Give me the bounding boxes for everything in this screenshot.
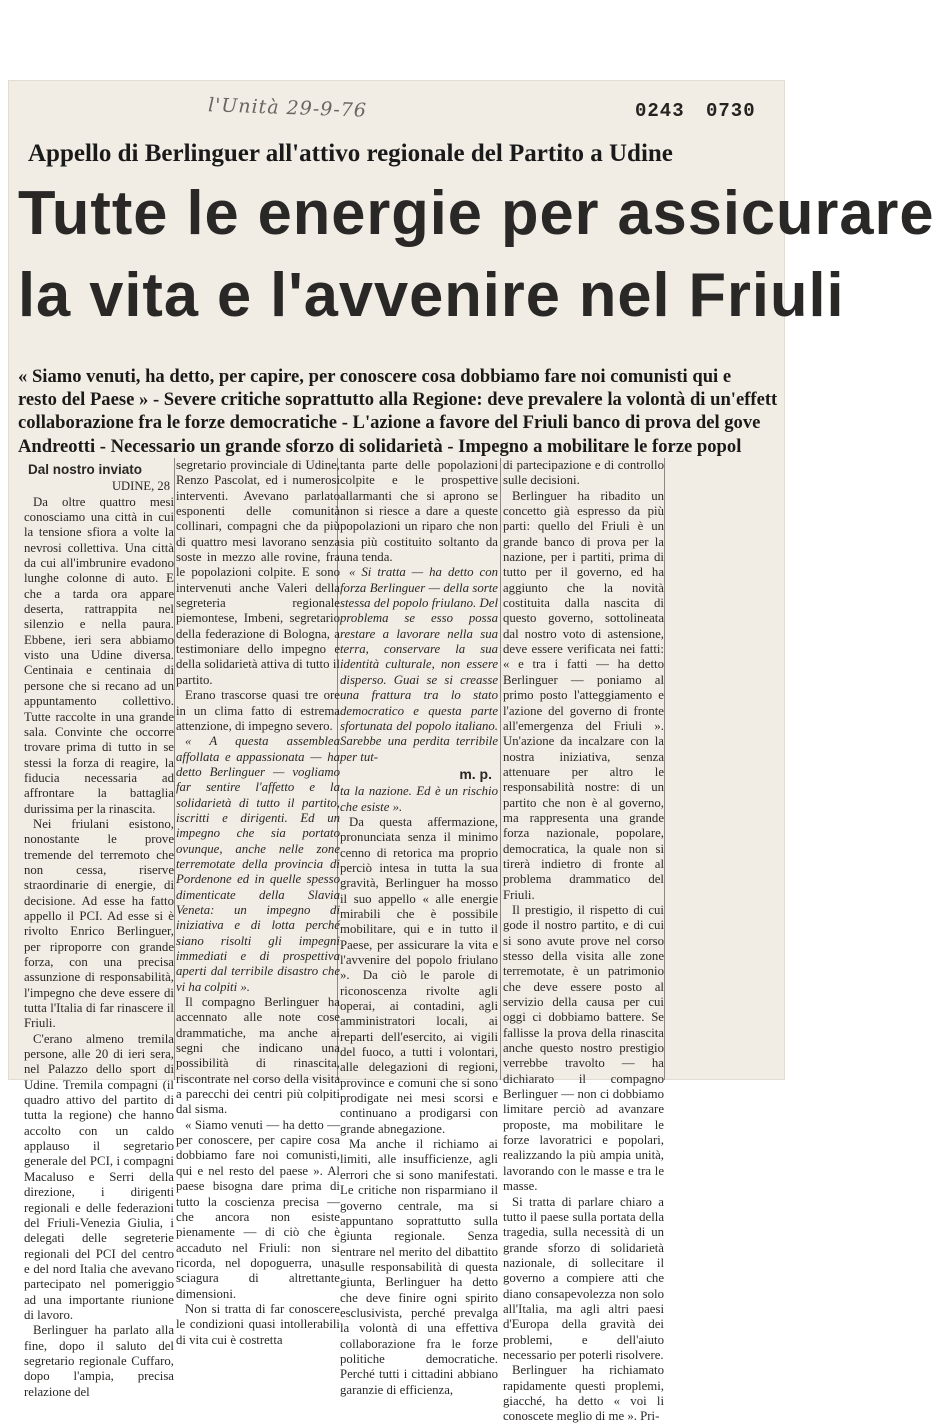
deck-line: Andreotti - Necessario un grande sforzo di solidarietà - Impegno a mobilitare le forze popol [18, 436, 742, 457]
paragraph: C'erano almeno tremila persone, alle 20 di ieri sera, nel Palazzo dello sport di Udine. Tremila compagni (il quadro attivo del partito di tutta la regione) che hanno accolto con un caldo applauso il segretario generale del PCI, i compagni Macaluso e Serri della direzione, i dirigenti regionali e delle federazioni del Friuli-Venezia Giulia, i delegati delle segreterie regionali del PCI del centro e del nord Italia che avevano partecipato nel pomeriggio ad una importante riunione di lavoro. [24, 1031, 174, 1322]
paragraph: Nei friulani esistono, nonostante le prove tremende del terremoto che non cessa, riserve straordinarie di energie, di decisione. Ad esse ha fatto appello il PCI. Ad esse si è rivolto Enrico Berlinguer, per riproporre con grande forza, con una precisa assunzione di responsabilità, l'impegno che deve essere di tutta l'Italia di far rinascere il Friuli. [24, 816, 174, 1031]
deck-line: collaborazione fra le forze democratiche - L'azione a favore del Friuli banco di prova del gove [18, 412, 761, 433]
column-rule [500, 458, 501, 1080]
paragraph: Ma anche il richiamo ai limiti, alle insufficienze, agli errori che si sono manifestati. Le critiche non risparmiano il governo centrale, ma si appuntano soprattutto sulla giunta regionale. Senza entrare nel merito del dibattito sulle responsabilità di questa giunta, Berlinguer ha detto che deve finire ogni spirito esclusivista, perché prevalga la volontà di una effettiva collaborazione fra le forze politiche democratiche. Perché tutti i cittadini abbiano garanzie di efficienza, [340, 1137, 498, 1397]
archive-stamp-number: 0730 [706, 100, 756, 122]
article-kicker: Appello di Berlinguer all'attivo regionale del Partito a Udine [28, 140, 673, 167]
article-column-4 [503, 458, 664, 1424]
paragraph: Da questa affermazione, pronunciata senza il minimo cenno di retorica ma proprio perciò intesa in tutta la sua gravità, Berlinguer ha mosso il suo appello « alle energie mirabili che è possibile mobilitare, qui e in tutto il Paese, per assicurare la vita e l'avvenire del popolo friulano ». Da ciò le parole di riconoscenza rivolte agli operai, ai contadini, agli amministratori locali, ai reparti dell'esercito, ai vigili del fuoco, a tutti i volontari, alle delegazioni di regioni, province e comuni che si sono prodigate nei mesi scorsi e continuano a prodigarsi con grande abnegazione. [340, 814, 498, 1136]
quote-paragraph: « Si tratta — ha detto con forza Berlinguer — della sorte stessa del popolo friulano. Del problema se esso possa restare a lavorare nella sua terra, conservare la sua identità culturale, non essere disperso. Guai se si creasse una frattura tra lo stato democratico e questa parte sfortunata del popolo italiano. Sarebbe una perdita terribile per tut- [340, 565, 498, 764]
column-rule [174, 458, 175, 1080]
deck-line: « Siamo venuti, ha detto, per capire, per conoscere cosa dobbiamo fare noi comunisti qui e [18, 366, 732, 387]
author-signature: m. p. [459, 765, 492, 782]
column-rule [664, 458, 665, 1080]
article-column-1 [24, 458, 174, 1399]
deck-line: resto del Paese » - Severe critiche soprattutto alla Regione: deve prevalere la volontà di un'effett [18, 389, 778, 410]
byline: Dal nostro inviato [28, 462, 143, 477]
quote-paragraph: « A questa assemblea affollata e appassionata — ha detto Berlinguer — vogliamo far sentire l'affetto e la solidarietà di tutto il partito, iscritti e dirigenti. Ed un impegno che sia portato ovunque, anche nelle zone terremotate della provincia di Pordenone ed in quelle spesso dimenticate della Slavia Veneta: un impegno di iniziativa e di lotta perché siano risolti gli impegni immediati e di prospettiva aperti dal terribile disastro che vi ha colpiti ». [176, 734, 340, 994]
dateline: UDINE, 28 [111, 479, 170, 494]
paragraph: Il prestigio, il rispetto di cui gode il nostro partito, e di cui si sono avute prove nel corso stesso della visita alle zone terremotate, è un patrimonio che deve essere posto al servizio della causa per cui oggi ci dobbiamo battere. Se fallisse la prova della rinascita anche questo nostro prestigio verrebbe travolto — ha dichiarato il compagno Berlinguer — non ci dobbiamo limitare perciò ad avanzare proposte, ma mobilitare le forze lavoratrici e popolari, realizzando la più ampia unità, lavorando con le masse e tra le masse. [503, 902, 664, 1194]
paragraph: di partecipazione e di controllo sulle decisioni. [503, 458, 664, 488]
paragraph: Non si tratta di far conoscere le condizioni quasi intollerabili di vita cui è costretta [176, 1301, 340, 1347]
article-column-3 [340, 458, 498, 1397]
newspaper-clipping [8, 80, 935, 1424]
headline-line: Tutte le energie per assicurare [18, 179, 935, 248]
paragraph: « Siamo venuti — ha detto — per conoscere, per capire cosa dobbiamo fare noi comunisti, qui e nel resto del paese ». Al paese bisogna dare prima di tutto la coscienza precisa — che ancora non esiste pienamente — di ciò che è accaduto nel Friuli: non si ricorda, nel dopoguerra, una sciagura di altrettante dimensioni. [176, 1117, 340, 1301]
paragraph: tanta parte delle popolazioni colpite e le prospettive allarmanti che si aprono se non si riesce a dare a queste popolazioni un riparo che non sia più costituito soltanto da una tenda. [340, 458, 498, 565]
article-column-5-blank [666, 458, 806, 1080]
paragraph: Da oltre quattro mesi conosciamo una città in cui la tensione sfiora a volte la nevrosi collettiva. Una città da cui all'imbrunire evadono lunghe colonne di auto. E che a tarda ora appare deserta, rattrappita nel silenzio e nella paura. Ebbene, ieri sera abbiamo visto una Udine diversa. Centinaia e centinaia di persone che si recano ad un appuntamento collettivo. Tutte raccolte in una grande sala. Convinte che occorre trovare prima di tutto in se stessi la forza di reagire, la fiducia necessaria ad affrontare la battaglia durissima per la rinascita. [24, 494, 174, 816]
paragraph: Il compagno Berlinguer ha accennato alle note cose drammatiche, ma anche ai segni che indicano una possibilità di rinascita, riscontrate nel corso della visita a parecchi dei centri più colpiti dal sisma. [176, 995, 340, 1117]
paragraph: Berlinguer ha parlato alla fine, dopo il saluto del segretario regionale Cuffaro, dopo l'ampia, precisa relazione del [24, 1323, 174, 1399]
paragraph: Erano trascorse quasi tre ore in un clima fatto di estrema attenzione, di impegno severo. [176, 688, 340, 733]
paragraph: segretario provinciale di Udine, Renzo Pascolat, ed i numerosi interventi. Avevano parlato esponenti delle comunità collinari, compagni che da più di quattro mesi lavorano senza soste in mezzo alle rovine, fra le popolazioni colpite. E sono intervenuti anche Valeri della segreteria regionale piemontese, Imbeni, segretario della federazione di Bologna, a testimoniare dello impegno e della solidarietà attiva di tutto il partito. [176, 458, 340, 687]
paragraph: Si tratta di parlare chiaro a tutto il paese sulla portata della tragedia, sulla necessità di un grande sforzo di solidarietà nazionale, di sollecitare il governo a compiere atti che diano consapevolezza non solo all'Italia, ma agli altri paesi d'Europa della gravità dei problemi, e dell'aiuto necessario per poterli risolvere. [503, 1194, 664, 1362]
quote-paragraph: ta la nazione. Ed è un rischio che esiste ». [340, 784, 498, 814]
headline-line: la vita e l'avvenire nel Friuli [18, 261, 845, 330]
paragraph: Berlinguer ha richiamato rapidamente questi proplemi, giacché, ha detto « voi li conoscete meglio di me ». Pri- [503, 1363, 664, 1424]
paragraph: Berlinguer ha ribadito un concetto già espresso da più parti: quello del Friuli è un grande banco di prova per la nazione, per i partiti, prima di tutto per il governo, ed ha aggiunto che la novità costituita dalla nascita di questo governo, sottolineata dal nostro voto di astensione, deve essere verificata nei fatti: « e tra i fatti — ha detto Berlinguer — poniamo al primo posto l'atteggiamento e l'azione del governo di fronte all'emergenza del Friuli ». Un'azione da incalzare con la nostra iniziativa, senza attenuare per altro le responsabilità nostre: di un partito che non è al governo, ma rappresenta una grande forza nazionale, popolare, democratica, la quale non si tirerà indietro di fronte al problema drammatico del Friuli. [503, 488, 664, 902]
article-column-2 [176, 458, 340, 1347]
archive-stamp-number: 0243 [635, 100, 685, 122]
handwritten-note: l'Unità 29-9-76 [207, 94, 368, 122]
